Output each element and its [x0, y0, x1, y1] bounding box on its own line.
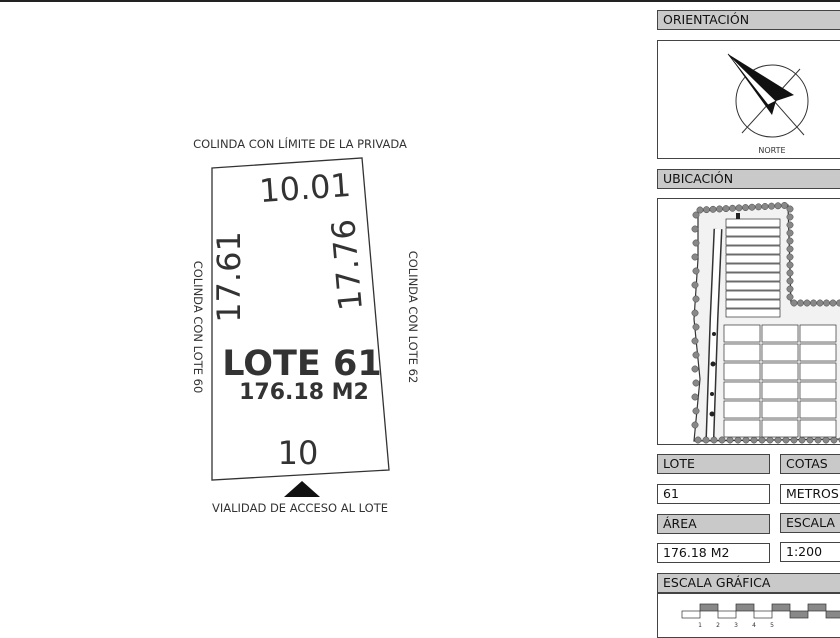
north-label: NORTE	[758, 146, 786, 155]
lote-value: 61	[663, 486, 679, 501]
scale-segment	[700, 604, 718, 611]
dimension-bottom: 10	[277, 434, 319, 472]
scale-segment	[736, 604, 754, 611]
scale-graphic-box	[657, 593, 840, 638]
scale-tick-label: 4	[752, 622, 756, 629]
escala-label: ESCALA	[786, 515, 835, 530]
escala-value-cell	[780, 542, 840, 562]
scale-segment	[754, 611, 772, 618]
orientation-header	[657, 10, 840, 30]
north-arrow-icon	[658, 41, 840, 158]
area-header	[657, 514, 770, 534]
location-map	[657, 198, 840, 445]
scale-segment	[718, 611, 736, 618]
access-label: VIALIDAD DE ACCESO AL LOTE	[212, 501, 388, 515]
orientation-box	[657, 40, 840, 159]
lote-label: LOTE	[663, 456, 695, 471]
orientation-title: ORIENTACIÓN	[663, 12, 750, 27]
access-arrow-icon	[284, 481, 320, 497]
cotas-header	[780, 454, 840, 474]
scale-segment	[790, 611, 808, 618]
scale-segment	[682, 611, 700, 618]
lot-title: LOTE 61	[222, 344, 382, 384]
scale-segment	[772, 604, 790, 611]
area-label: ÁREA	[663, 516, 697, 531]
scale-graphic-title: ESCALA GRÁFICA	[663, 575, 771, 590]
top-neighbor-label: COLINDA CON LÍMITE DE LA PRIVADA	[193, 137, 407, 151]
area-value-cell	[657, 543, 770, 563]
site-plan-drawing	[658, 199, 840, 445]
left-neighbor-label: COLINDA CON LOTE 60	[191, 260, 205, 394]
scale-tick-label: 2	[716, 622, 720, 629]
location-title: UBICACIÓN	[663, 171, 734, 186]
location-header	[657, 169, 840, 189]
scale-bar	[658, 594, 840, 634]
lot-area: 176.18 M2	[239, 380, 369, 405]
dimension-top: 10.01	[258, 165, 353, 211]
cotas-label: COTAS	[786, 456, 828, 471]
lote-header	[657, 454, 770, 474]
escala-header	[780, 513, 840, 533]
lote-value-cell	[657, 484, 770, 504]
right-neighbor-label: COLINDA CON LOTE 62	[406, 250, 420, 384]
scale-segment	[808, 604, 826, 611]
scale-tick-label: 5	[770, 622, 774, 629]
dimension-right: 17.76	[324, 217, 370, 313]
dimension-left: 17.61	[210, 231, 248, 323]
cotas-value: METROS	[786, 486, 839, 501]
escala-value: 1:200	[786, 544, 823, 559]
cotas-value-cell	[780, 484, 840, 504]
area-value: 176.18 M2	[663, 545, 730, 560]
scale-tick-label: 1	[698, 622, 702, 629]
scale-graphic-header	[657, 573, 840, 593]
scale-tick-label: 3	[734, 622, 738, 629]
scale-segment	[826, 611, 840, 618]
